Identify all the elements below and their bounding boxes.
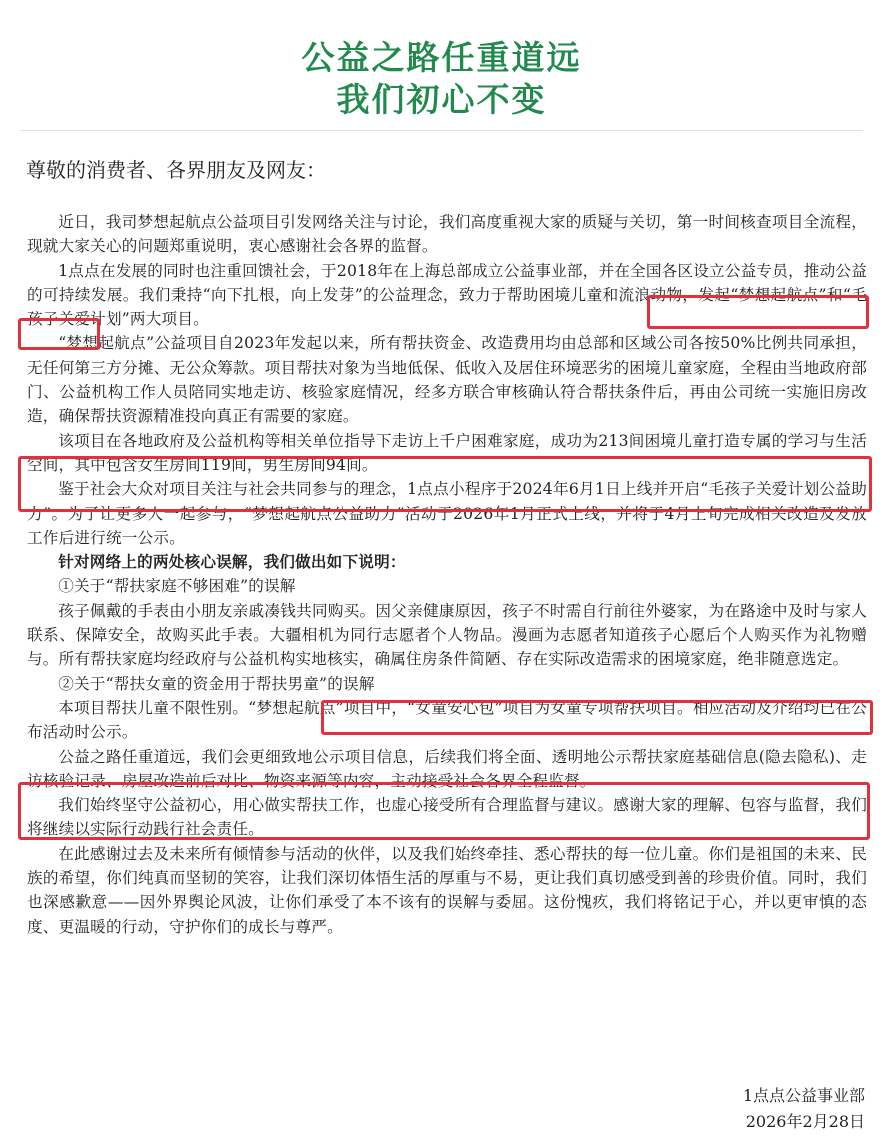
title-divider [20, 130, 863, 131]
highlight-box [18, 782, 870, 840]
paragraph-intro: 近日，我司梦想起航点公益项目引发网络关注与讨论，我们高度重视大家的质疑与关切，第一时间核查项目全流程，现就大家关心的问题郑重说明，衷心感谢社会各界的监督。 [27, 213, 867, 256]
page-subtitle: 我们初心不变 [336, 80, 547, 119]
paragraph-thanks-apology: 在此感谢过去及未来所有倾情参与活动的伙伴，以及我们始终牵挂、悉心帮扶的每一位儿童。你们是祖国的未来、民族的希望，你们纯真而坚韧的笑容，让我们深切体悟生活的厚重与不易，更让我们真切感受到善的珍贵价值。同时，我们也深感歉意——因外界舆论风波，让你们承受了本不该有的误解与委屈。这份愧疚，我们将铭记于心，并以更审慎的态度、更温暖的行动，守护你们的成长与尊严。 [27, 844, 867, 936]
highlight-box [321, 700, 873, 735]
page-title: 公益之路任重道远 [301, 38, 582, 77]
clarification-2-title: ②关于“帮扶女童的资金用于帮扶男童”的误解 [58, 674, 375, 693]
salutation: 尊敬的消费者、各界朋友及网友： [26, 158, 326, 182]
highlight-box [647, 295, 869, 329]
highlight-box [18, 456, 872, 512]
paragraph-background: 1点点在发展的同时也注重回馈社会，于2018年在上海总部成立公益事业部，并在全国各区设立公益专员，推动公益的可持续发展。我们秉持“向下扎根，向上发芽”的公益理念，致力于帮助困境儿童和流浪动物，发起“梦想起航点”和“毛孩子关爱计划”两大项目。 [27, 261, 867, 329]
clarification-1-title: ①关于“帮扶家庭不够困难”的误解 [58, 577, 296, 596]
clarification-1-body: 孩子佩戴的手表由小朋友亲戚凑钱共同购买。因父亲健康原因，孩子不时需自行前往外婆家，为在路途中及时与家人联系、保障安全，故购买此手表。大疆相机为同行志愿者个人物品。漫画为志愿者知道孩子心愿后个人购买作为礼物赠与。所有帮扶家庭均经政府与公益机构实地核实，确属住房条件简陋、存在实际改造需求的困境家庭，绝非随意选定。 [27, 601, 867, 669]
paragraph-campaign: 鉴于社会大众对项目关注与社会共同参与的理念，1点点小程序于2024年6月1日上线并开启“毛孩子关爱计划公益助力”。为了让更多人一起参与，“梦想起航点公益助力”活动于2026年1月正式上线，并将于4月上旬完成相关改造及发放工作后进行统一公示。 [27, 480, 867, 547]
highlight-box [18, 318, 100, 350]
signature-date: 2026年2月28日 [745, 1112, 865, 1131]
paragraph-funding: “梦想起航点”公益项目自2023年发起以来，所有帮扶资金、改造费用均由总部和区域公司各按50%比例共同承担，无任何第三方分摊、无公众筹款。项目帮扶对象为当地低保、低收入及居住环境恶劣的困境儿童家庭，全程由当地政府部门、公益机构工作人员陪同实地走访、核验家庭情况，经多方联合审核确认符合帮扶条件后，再由公司统一实施旧房改造，确保帮扶资源精准投向真正有需要的家庭。 [27, 334, 867, 426]
paragraph-commitment: 我们始终坚守公益初心，用心做实帮扶工作，也虚心接受所有合理监督与建议。感谢大家的理解、包容与监督，我们将继续以实际行动践行社会责任。 [27, 796, 867, 839]
paragraph-transparency: 公益之路任重道远，我们会更细致地公示项目信息，后续我们将全面、透明地公示帮扶家庭基础信息(隐去隐私)、走访核验记录、房屋改造前后对比、物资来源等内容，主动接受社会各界全程监督。 [27, 747, 867, 790]
paragraph-results: 该项目在各地政府及公益机构等相关单位指导下走访上千户困难家庭，成功为213间困境儿童打造专属的学习与生活空间，其中包含女生房间119间，男生房间94间。 [27, 431, 867, 474]
signature-org: 1点点公益事业部 [742, 1086, 865, 1105]
clarification-2-body: 本项目帮扶儿童不限性别。“梦想起航点”项目中，“女童安心包”项目为女童专项帮扶项目。相应活动及介绍均已在公布活动时公示。 [27, 698, 867, 742]
clarification-heading: 针对网络上的两处核心误解，我们做出如下说明： [58, 552, 406, 572]
